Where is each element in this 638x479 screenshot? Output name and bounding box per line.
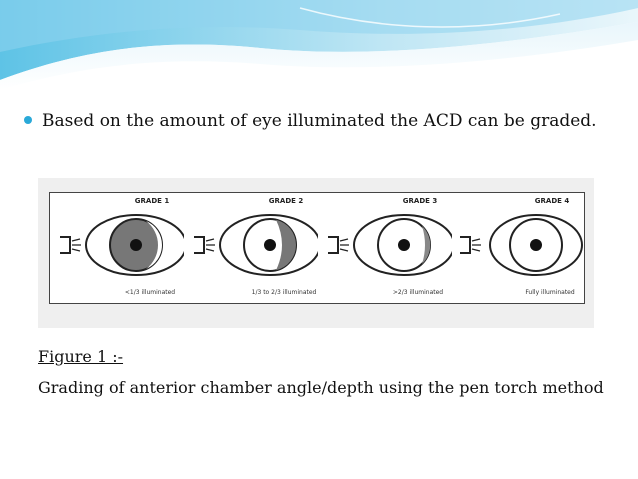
- grade-3-eye-icon: [322, 207, 452, 287]
- grade-4-caption: Fully illuminated: [525, 289, 575, 296]
- grade-4-title: GRADE 4: [534, 197, 570, 205]
- grade-2-eye-icon: [188, 207, 318, 287]
- grade-1-title: GRADE 1: [134, 197, 170, 205]
- grade-3-title: GRADE 3: [402, 197, 438, 205]
- grade-1-caption: <1/3 illuminated: [124, 289, 176, 296]
- bullet-item: [24, 108, 604, 134]
- grading-diagram: [49, 192, 585, 304]
- grade-1-eye-icon: [54, 207, 184, 287]
- grade-2-title: GRADE 2: [268, 197, 304, 205]
- grade-3-caption: >2/3 illuminated: [392, 289, 444, 296]
- bullet-text: Based on the amount of eye illuminated the ACD can be graded.: [42, 111, 597, 131]
- grade-2-caption: 1/3 to 2/3 illuminated: [251, 289, 317, 296]
- header-wave-decoration: [0, 0, 638, 90]
- figure-caption-text: Grading of anterior chamber angle/depth using the pen torch method: [38, 378, 604, 397]
- figure-caption-title: Figure 1 :-: [38, 347, 124, 366]
- bullet-dot-icon: [24, 116, 32, 124]
- grade-4-eye-icon: [454, 207, 584, 287]
- figure-panel: [38, 178, 594, 328]
